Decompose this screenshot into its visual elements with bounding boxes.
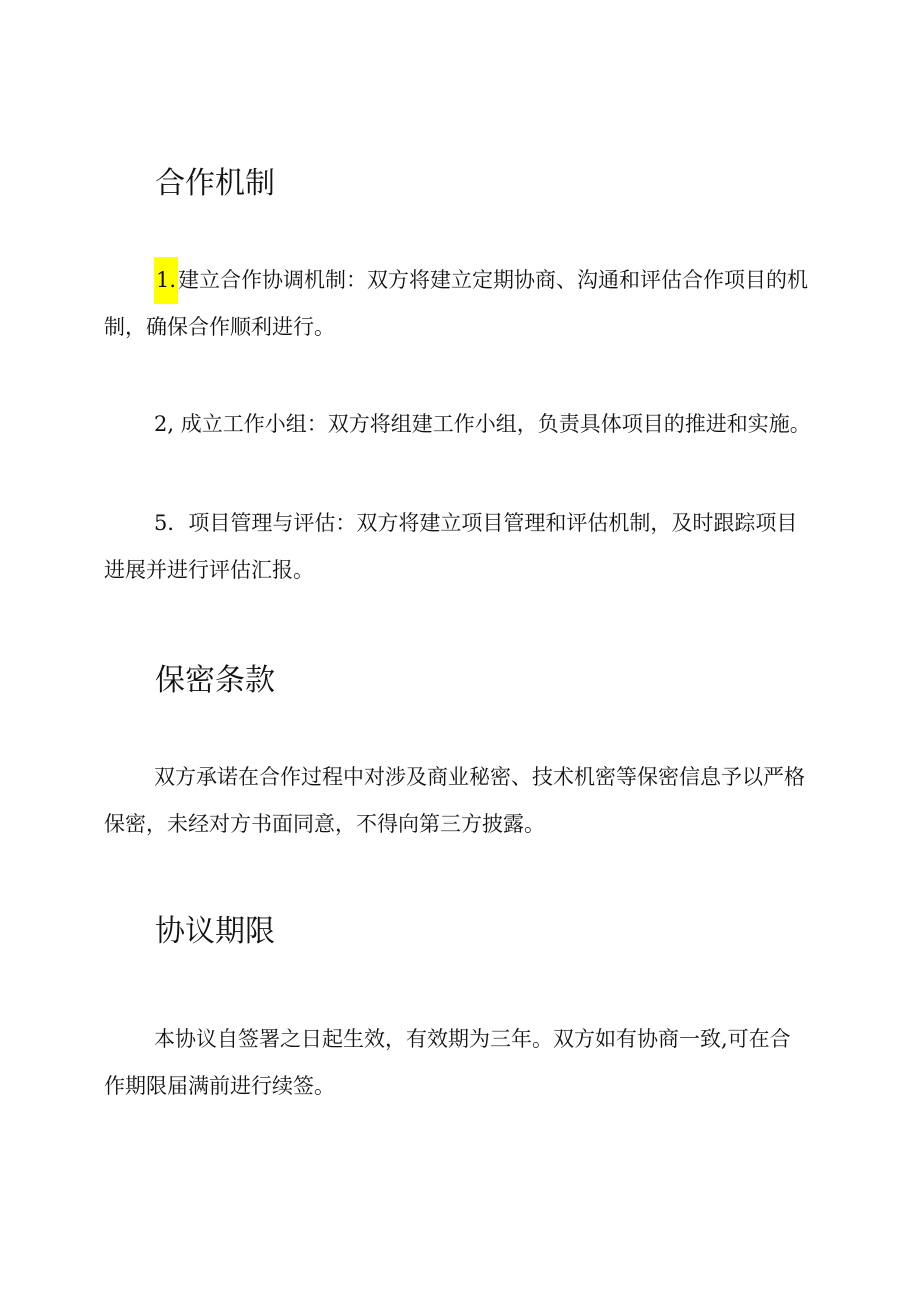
paragraph-line: 2, 成立工作小组：双方将组建工作小组，负责具体项目的推进和实施。: [154, 412, 811, 436]
paragraph-item-2: [104, 401, 824, 448]
item-text: 建立合作协调机制：双方将建立定期协商、沟通和评估合作项目的机: [178, 268, 809, 292]
paragraph-line: 作期限届满前进行续签。: [104, 1074, 335, 1098]
paragraph-line: 5．项目管理与评估：双方将建立项目管理和评估机制，及时跟踪项目: [154, 511, 798, 535]
section-heading-cooperation: 合作机制: [155, 166, 275, 201]
paragraph-line: [104, 257, 824, 304]
highlighted-marker: 1.: [154, 257, 178, 304]
paragraph-line: 双方承诺在合作过程中对涉及商业秘密、技术机密等保密信息予以严格: [154, 765, 805, 789]
paragraph-line: 进展并进行评估汇报。: [104, 558, 314, 582]
paragraph-confidentiality: [104, 754, 824, 848]
paragraph-line: 制，确保合作顺利进行。: [104, 315, 335, 339]
paragraph-term: [104, 1016, 824, 1110]
paragraph-line: 保密，未经对方书面同意，不得向第三方披露。: [104, 812, 545, 836]
paragraph-line: 本协议自签署之日起生效，有效期为三年。双方如有协商一致,可在合: [154, 1027, 791, 1051]
section-heading-term: 协议期限: [155, 914, 275, 949]
paragraph-item-3: [104, 500, 824, 594]
section-heading-confidentiality: 保密条款: [155, 663, 275, 698]
paragraph-item-1: [104, 257, 824, 351]
